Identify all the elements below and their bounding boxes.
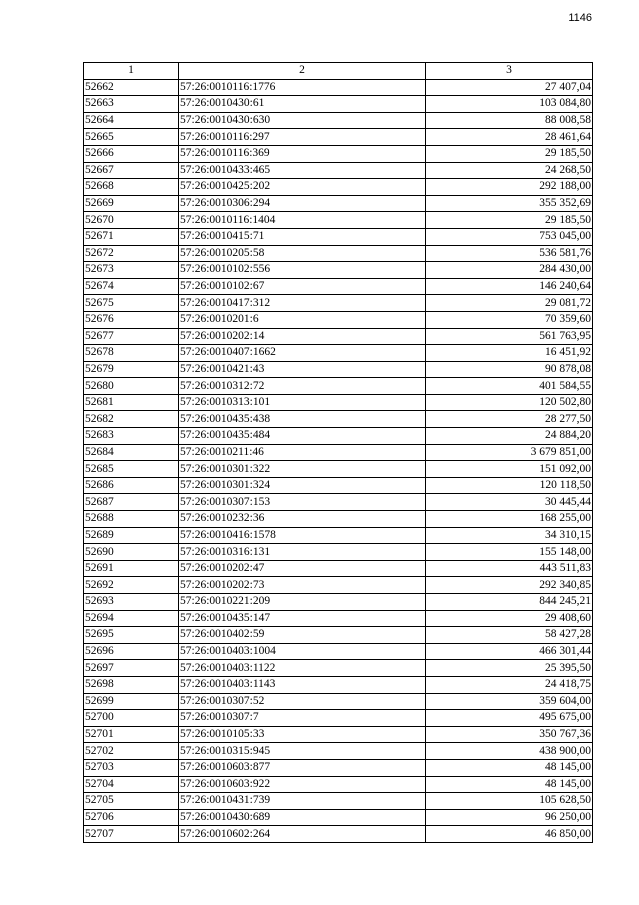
record-number-cell: 52690 <box>84 544 179 561</box>
record-number-cell: 52707 <box>84 826 179 843</box>
value-cell: 103 084,80 <box>426 96 593 113</box>
cadastral-number-cell: 57:26:0010435:438 <box>179 411 426 428</box>
record-number-cell: 52662 <box>84 79 179 96</box>
column-header-3: 3 <box>426 63 593 80</box>
value-cell: 28 277,50 <box>426 411 593 428</box>
value-cell: 25 395,50 <box>426 660 593 677</box>
table-row <box>84 726 593 743</box>
value-cell: 350 767,36 <box>426 726 593 743</box>
cadastral-number-cell: 57:26:0010313:101 <box>179 394 426 411</box>
table-row <box>84 361 593 378</box>
value-cell: 120 502,80 <box>426 394 593 411</box>
cadastral-number-cell: 57:26:0010417:312 <box>179 295 426 312</box>
table-row <box>84 179 593 196</box>
register-table-body <box>84 63 593 843</box>
table-row <box>84 594 593 611</box>
record-number-cell: 52672 <box>84 245 179 262</box>
value-cell: 90 878,08 <box>426 361 593 378</box>
cadastral-number-cell: 57:26:0010202:14 <box>179 328 426 345</box>
cadastral-number-cell: 57:26:0010116:1776 <box>179 79 426 96</box>
table-row <box>84 79 593 96</box>
table-row <box>84 643 593 660</box>
value-cell: 29 081,72 <box>426 295 593 312</box>
value-cell: 284 430,00 <box>426 262 593 279</box>
record-number-cell: 52686 <box>84 477 179 494</box>
table-row <box>84 295 593 312</box>
table-row <box>84 494 593 511</box>
page-number: 1146 <box>568 12 592 24</box>
table-row <box>84 328 593 345</box>
value-cell: 16 451,92 <box>426 345 593 362</box>
cadastral-number-cell: 57:26:0010105:33 <box>179 726 426 743</box>
table-row <box>84 228 593 245</box>
cadastral-number-cell: 57:26:0010403:1004 <box>179 643 426 660</box>
record-number-cell: 52668 <box>84 179 179 196</box>
value-cell: 443 511,83 <box>426 560 593 577</box>
cadastral-number-cell: 57:26:0010433:465 <box>179 162 426 179</box>
value-cell: 24 884,20 <box>426 428 593 445</box>
cadastral-number-cell: 57:26:0010403:1122 <box>179 660 426 677</box>
value-cell: 536 581,76 <box>426 245 593 262</box>
cadastral-number-cell: 57:26:0010307:7 <box>179 710 426 727</box>
cadastral-number-cell: 57:26:0010307:52 <box>179 693 426 710</box>
record-number-cell: 52704 <box>84 776 179 793</box>
cadastral-number-cell: 57:26:0010116:369 <box>179 145 426 162</box>
table-row <box>84 394 593 411</box>
cadastral-number-cell: 57:26:0010430:689 <box>179 809 426 826</box>
cadastral-number-cell: 57:26:0010402:59 <box>179 627 426 644</box>
record-number-cell: 52692 <box>84 577 179 594</box>
record-number-cell: 52699 <box>84 693 179 710</box>
value-cell: 29 408,60 <box>426 610 593 627</box>
cadastral-number-cell: 57:26:0010415:71 <box>179 228 426 245</box>
record-number-cell: 52664 <box>84 112 179 129</box>
cadastral-number-cell: 57:26:0010435:147 <box>179 610 426 627</box>
value-cell: 88 008,58 <box>426 112 593 129</box>
value-cell: 151 092,00 <box>426 461 593 478</box>
table-row <box>84 544 593 561</box>
record-number-cell: 52685 <box>84 461 179 478</box>
cadastral-number-cell: 57:26:0010102:556 <box>179 262 426 279</box>
value-cell: 48 145,00 <box>426 776 593 793</box>
table-row <box>84 776 593 793</box>
value-cell: 355 352,69 <box>426 195 593 212</box>
table-row <box>84 378 593 395</box>
cadastral-number-cell: 57:26:0010301:324 <box>179 477 426 494</box>
value-cell: 753 045,00 <box>426 228 593 245</box>
table-row <box>84 676 593 693</box>
cadastral-number-cell: 57:26:0010416:1578 <box>179 527 426 544</box>
value-cell: 58 427,28 <box>426 627 593 644</box>
value-cell: 30 445,44 <box>426 494 593 511</box>
value-cell: 359 604,00 <box>426 693 593 710</box>
value-cell: 561 763,95 <box>426 328 593 345</box>
record-number-cell: 52694 <box>84 610 179 627</box>
record-number-cell: 52681 <box>84 394 179 411</box>
record-number-cell: 52689 <box>84 527 179 544</box>
value-cell: 120 118,50 <box>426 477 593 494</box>
value-cell: 466 301,44 <box>426 643 593 660</box>
value-cell: 24 268,50 <box>426 162 593 179</box>
cadastral-number-cell: 57:26:0010425:202 <box>179 179 426 196</box>
value-cell: 292 188,00 <box>426 179 593 196</box>
column-header-2: 2 <box>179 63 426 80</box>
cadastral-number-cell: 57:26:0010232:36 <box>179 511 426 528</box>
table-row <box>84 112 593 129</box>
value-cell: 27 407,04 <box>426 79 593 96</box>
value-cell: 29 185,50 <box>426 145 593 162</box>
record-number-cell: 52700 <box>84 710 179 727</box>
cadastral-number-cell: 57:26:0010407:1662 <box>179 345 426 362</box>
value-cell: 29 185,50 <box>426 212 593 229</box>
record-number-cell: 52663 <box>84 96 179 113</box>
value-cell: 48 145,00 <box>426 759 593 776</box>
record-number-cell: 52665 <box>84 129 179 146</box>
table-row <box>84 710 593 727</box>
value-cell: 155 148,00 <box>426 544 593 561</box>
table-row <box>84 145 593 162</box>
cadastral-number-cell: 57:26:0010116:297 <box>179 129 426 146</box>
table-row <box>84 311 593 328</box>
column-header-1: 1 <box>84 63 179 80</box>
record-number-cell: 52670 <box>84 212 179 229</box>
cadastral-number-cell: 57:26:0010116:1404 <box>179 212 426 229</box>
value-cell: 146 240,64 <box>426 278 593 295</box>
cadastral-number-cell: 57:26:0010430:61 <box>179 96 426 113</box>
record-number-cell: 52669 <box>84 195 179 212</box>
value-cell: 28 461,64 <box>426 129 593 146</box>
record-number-cell: 52705 <box>84 793 179 810</box>
cadastral-number-cell: 57:26:0010221:209 <box>179 594 426 611</box>
record-number-cell: 52673 <box>84 262 179 279</box>
table-row <box>84 162 593 179</box>
cadastral-number-cell: 57:26:0010603:877 <box>179 759 426 776</box>
table-row <box>84 560 593 577</box>
table-row <box>84 743 593 760</box>
cadastral-number-cell: 57:26:0010421:43 <box>179 361 426 378</box>
register-table <box>83 62 593 843</box>
table-row <box>84 129 593 146</box>
table-row <box>84 511 593 528</box>
cadastral-number-cell: 57:26:0010315:945 <box>179 743 426 760</box>
value-cell: 105 628,50 <box>426 793 593 810</box>
cadastral-number-cell: 57:26:0010603:922 <box>179 776 426 793</box>
cadastral-number-cell: 57:26:0010430:630 <box>179 112 426 129</box>
cadastral-number-cell: 57:26:0010403:1143 <box>179 676 426 693</box>
record-number-cell: 52703 <box>84 759 179 776</box>
record-number-cell: 52677 <box>84 328 179 345</box>
table-row <box>84 759 593 776</box>
table-row <box>84 809 593 826</box>
record-number-cell: 52695 <box>84 627 179 644</box>
record-number-cell: 52680 <box>84 378 179 395</box>
record-number-cell: 52701 <box>84 726 179 743</box>
record-number-cell: 52679 <box>84 361 179 378</box>
value-cell: 168 255,00 <box>426 511 593 528</box>
table-row <box>84 245 593 262</box>
record-number-cell: 52667 <box>84 162 179 179</box>
record-number-cell: 52666 <box>84 145 179 162</box>
cadastral-number-cell: 57:26:0010312:72 <box>179 378 426 395</box>
table-row <box>84 660 593 677</box>
value-cell: 495 675,00 <box>426 710 593 727</box>
table-row <box>84 627 593 644</box>
record-number-cell: 52697 <box>84 660 179 677</box>
cadastral-number-cell: 57:26:0010202:73 <box>179 577 426 594</box>
value-cell: 24 418,75 <box>426 676 593 693</box>
record-number-cell: 52683 <box>84 428 179 445</box>
table-row <box>84 96 593 113</box>
cadastral-number-cell: 57:26:0010306:294 <box>179 195 426 212</box>
value-cell: 844 245,21 <box>426 594 593 611</box>
cadastral-number-cell: 57:26:0010431:739 <box>179 793 426 810</box>
table-row <box>84 610 593 627</box>
table-row <box>84 195 593 212</box>
table-row <box>84 345 593 362</box>
table-row <box>84 477 593 494</box>
table-row <box>84 826 593 843</box>
table-row <box>84 262 593 279</box>
table-row <box>84 693 593 710</box>
record-number-cell: 52671 <box>84 228 179 245</box>
cadastral-number-cell: 57:26:0010301:322 <box>179 461 426 478</box>
table-row <box>84 527 593 544</box>
record-number-cell: 52702 <box>84 743 179 760</box>
value-cell: 438 900,00 <box>426 743 593 760</box>
cadastral-number-cell: 57:26:0010435:484 <box>179 428 426 445</box>
record-number-cell: 52674 <box>84 278 179 295</box>
table-header-row <box>84 63 593 80</box>
record-number-cell: 52678 <box>84 345 179 362</box>
value-cell: 34 310,15 <box>426 527 593 544</box>
cadastral-number-cell: 57:26:0010602:264 <box>179 826 426 843</box>
value-cell: 3 679 851,00 <box>426 444 593 461</box>
table-row <box>84 411 593 428</box>
record-number-cell: 52688 <box>84 511 179 528</box>
cadastral-number-cell: 57:26:0010316:131 <box>179 544 426 561</box>
value-cell: 46 850,00 <box>426 826 593 843</box>
table-row <box>84 428 593 445</box>
record-number-cell: 52698 <box>84 676 179 693</box>
record-number-cell: 52693 <box>84 594 179 611</box>
record-number-cell: 52696 <box>84 643 179 660</box>
cadastral-number-cell: 57:26:0010202:47 <box>179 560 426 577</box>
cadastral-number-cell: 57:26:0010102:67 <box>179 278 426 295</box>
cadastral-number-cell: 57:26:0010201:6 <box>179 311 426 328</box>
table-row <box>84 212 593 229</box>
value-cell: 96 250,00 <box>426 809 593 826</box>
value-cell: 292 340,85 <box>426 577 593 594</box>
record-number-cell: 52675 <box>84 295 179 312</box>
value-cell: 70 359,60 <box>426 311 593 328</box>
table-row <box>84 461 593 478</box>
cadastral-number-cell: 57:26:0010307:153 <box>179 494 426 511</box>
table-row <box>84 278 593 295</box>
cadastral-number-cell: 57:26:0010211:46 <box>179 444 426 461</box>
table-row <box>84 793 593 810</box>
cadastral-number-cell: 57:26:0010205:58 <box>179 245 426 262</box>
record-number-cell: 52691 <box>84 560 179 577</box>
record-number-cell: 52676 <box>84 311 179 328</box>
table-row <box>84 577 593 594</box>
record-number-cell: 52687 <box>84 494 179 511</box>
record-number-cell: 52682 <box>84 411 179 428</box>
record-number-cell: 52706 <box>84 809 179 826</box>
value-cell: 401 584,55 <box>426 378 593 395</box>
table-row <box>84 444 593 461</box>
record-number-cell: 52684 <box>84 444 179 461</box>
